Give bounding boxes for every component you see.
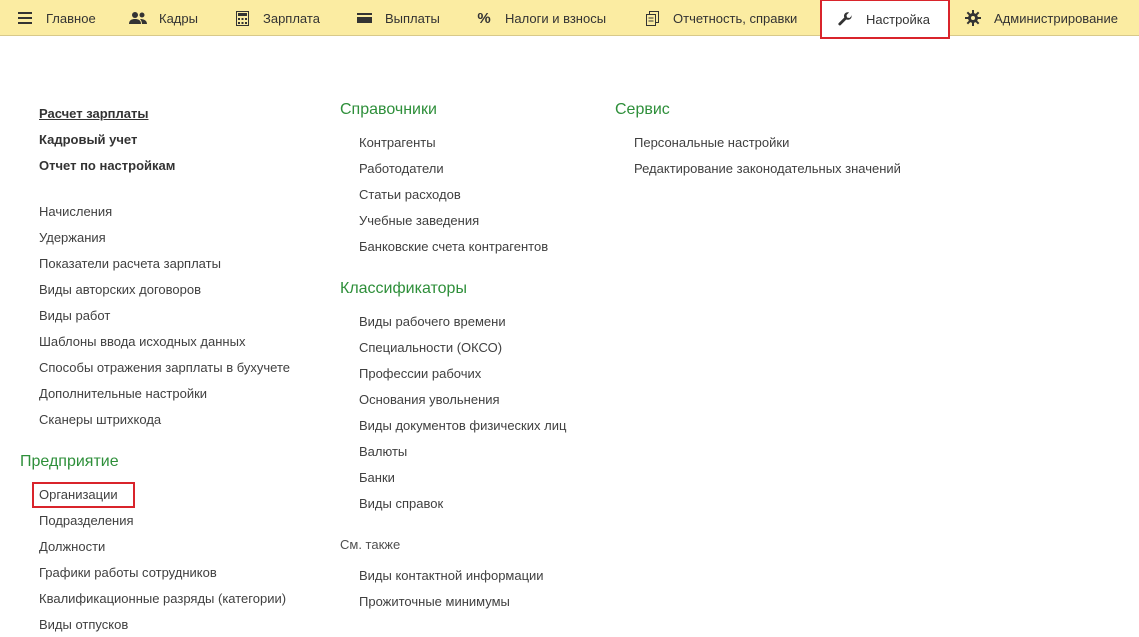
menu-item-label: Зарплата: [263, 10, 320, 26]
link-worker-professions[interactable]: Профессии рабочих: [359, 366, 482, 381]
link-barcode-scanners[interactable]: Сканеры штрихкода: [39, 412, 162, 427]
link-currencies[interactable]: Валюты: [359, 444, 408, 459]
gear-icon: [964, 9, 982, 27]
link-author-contracts[interactable]: Виды авторских договоров: [39, 282, 202, 297]
link-contractor-bank-accounts[interactable]: Банковские счета контрагентов: [359, 239, 549, 254]
link-contractors[interactable]: Контрагенты: [359, 135, 436, 150]
link-vacation-types[interactable]: Виды отпусков: [39, 617, 129, 632]
section-menu-bar: [0, 0, 1139, 36]
link-employers[interactable]: Работодатели: [359, 161, 444, 176]
menu-item-main[interactable]: [16, 0, 96, 36]
group-title-classifiers: Классификаторы: [340, 280, 467, 297]
percent-icon: %: [477, 9, 491, 27]
people-icon: [129, 9, 147, 27]
link-specialties[interactable]: Специальности (ОКСО): [359, 340, 503, 355]
menu-item-label: Настройка: [866, 11, 930, 27]
hamburger-icon: [16, 9, 34, 27]
group-title-enterprise: Предприятие: [20, 453, 119, 470]
link-qualification-grades[interactable]: Квалификационные разряды (категории): [39, 591, 287, 606]
menu-item-hr[interactable]: [129, 0, 198, 36]
wallet-icon: [355, 9, 373, 27]
link-work-schedules[interactable]: Графики работы сотрудников: [39, 565, 217, 580]
link-work-types[interactable]: Виды работ: [39, 308, 111, 323]
link-positions[interactable]: Должности: [39, 539, 106, 554]
menu-item-salary[interactable]: [233, 0, 320, 36]
menu-item-taxes[interactable]: [475, 0, 606, 36]
link-banks[interactable]: Банки: [359, 470, 395, 485]
link-legislative-values[interactable]: Редактирование законодательных значений: [634, 161, 901, 176]
link-educational-institutions[interactable]: Учебные заведения: [359, 213, 480, 228]
link-dismissal-reasons[interactable]: Основания увольнения: [359, 392, 500, 407]
menu-item-administration[interactable]: [964, 0, 1118, 36]
link-hr-accounting[interactable]: Кадровый учет: [39, 132, 138, 147]
link-input-templates[interactable]: Шаблоны ввода исходных данных: [39, 334, 246, 349]
group-title-references: Справочники: [340, 101, 437, 118]
see-also-title: См. также: [340, 537, 401, 552]
wrench-icon: [836, 10, 854, 28]
calculator-icon: [233, 9, 251, 27]
menu-item-label: Кадры: [159, 10, 198, 26]
link-settings-report[interactable]: Отчет по настройкам: [39, 158, 176, 173]
link-deductions[interactable]: Удержания: [39, 230, 106, 245]
menu-item-settings[interactable]: [820, 0, 950, 39]
link-expense-items[interactable]: Статьи расходов: [359, 187, 461, 202]
group-title-service: Сервис: [615, 101, 670, 118]
menu-item-reports[interactable]: [643, 0, 797, 36]
link-contact-info-types[interactable]: Виды контактной информации: [359, 568, 544, 583]
link-additional-settings[interactable]: Дополнительные настройки: [39, 386, 208, 401]
menu-item-label: Отчетность, справки: [673, 10, 798, 26]
link-work-time-types[interactable]: Виды рабочего времени: [359, 314, 506, 329]
documents-icon: [643, 9, 661, 27]
link-payroll-indicators[interactable]: Показатели расчета зарплаты: [39, 256, 221, 271]
menu-item-label: Администрирование: [994, 10, 1118, 26]
link-accruals[interactable]: Начисления: [39, 204, 113, 219]
link-payroll[interactable]: Расчет зарплаты: [39, 106, 149, 121]
link-subsistence-minimums[interactable]: Прожиточные минимумы: [359, 594, 510, 609]
menu-item-payments[interactable]: [355, 0, 440, 36]
link-certificate-types[interactable]: Виды справок: [359, 496, 444, 511]
link-organizations[interactable]: Организации: [39, 487, 118, 502]
menu-item-label: Выплаты: [385, 10, 440, 26]
link-departments[interactable]: Подразделения: [39, 513, 134, 528]
link-personal-settings[interactable]: Персональные настройки: [634, 135, 790, 150]
menu-item-label: Главное: [46, 10, 96, 26]
menu-item-label: Налоги и взносы: [505, 10, 607, 26]
link-personal-doc-types[interactable]: Виды документов физических лиц: [359, 418, 567, 433]
link-accounting-methods[interactable]: Способы отражения зарплаты в бухучете: [39, 360, 290, 375]
